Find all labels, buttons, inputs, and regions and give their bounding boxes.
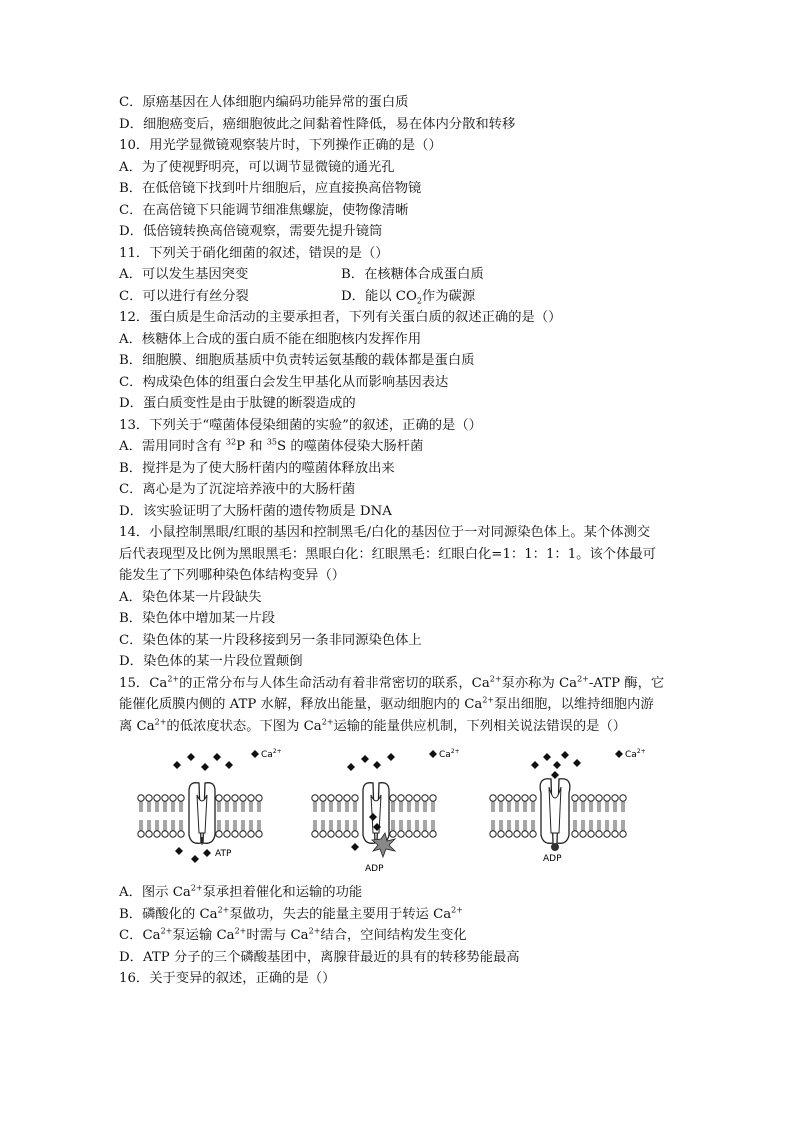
q15-stem-line-2: 能催化质膜内侧的 ATP 水解，释放出能量，驱动细胞内的 $Ca^{2+}$泵出细胞，以维持细胞内游 [119,695,654,712]
q11-option-a: A．可以发生基因突变 [119,267,249,282]
q15-option-c: C．$Ca^{2+}$泵运输 $Ca^{2+}$时需与 $Ca^{2+}$结合，空间结构发生变化 [119,926,467,943]
q13-option-c: C．离心是为了沉淀培养液中的大肠杆菌 [119,482,356,497]
q14-option-b: B．染色体中增加某一片段 [119,611,276,626]
q10-stem: 10．用光学显微镜观察装片时，下列操作正确的是（） [119,138,442,153]
panel-3 [490,748,646,864]
atp-label: ATP [215,849,232,859]
ca-pump-diagram [119,743,679,878]
q14-option-d: D．染色体的某一片段位置颠倒 [119,654,303,669]
q15-option-d: D．ATP 分子的三个磷酸基团中，离腺苷最近的具有的转移势能最高 [119,949,520,965]
svg-text:Ca2+: $Ca^{2+}$ [261,748,282,760]
q11-options-row-1 [119,264,679,286]
panel-1 [138,748,282,863]
q12-stem: 12．蛋白质是生命活动的主要承担者，下列有关蛋白质的叙述正确的是（） [119,310,562,325]
q12-option-d: D．蛋白质变性是由于肽键的断裂造成的 [119,396,356,411]
ca-legend-2 [429,748,460,760]
svg-text:Ca2+: $Ca^{2+}$ [625,748,646,760]
ca-ions [531,751,581,779]
q9-option-c: C．原癌基因在人体细胞内编码功能异常的蛋白质 [119,95,409,110]
adp-label-2: ADP [543,854,562,864]
q9-option-d: D．细胞癌变后，癌细胞彼此之间黏着性降低，易在体内分散和转移 [119,116,516,132]
q11-option-c: C．可以进行有丝分裂 [119,288,249,304]
q14-stem-line-1: 14．小鼠控制黑眼/红眼的基因和控制黑毛/白化的基因位于一对同源染色体上。某个体测交 [119,525,651,540]
q10-option-b: B．在低倍镜下找到叶片细胞后，应直接换高倍物镜 [119,181,422,196]
q14-option-a: A．染色体某一片段缺失 [119,589,262,605]
ca-legend-3 [615,748,646,760]
q10-option-c: C．在高倍镜下只能调节细准焦螺旋，使物像清晰 [119,202,409,218]
q14-stem-line-3: 能发生了下列哪种染色体结构变异（） [119,568,346,583]
q12-option-b: B．细胞膜、细胞质基质中负责转运氨基酸的载体都是蛋白质 [119,353,475,368]
adp-label-1: ADP [365,864,384,874]
q13-option-b: B．搅拌是为了使大肠杆菌内的噬菌体释放出来 [119,460,395,476]
q16-stem: 16．关于变异的叙述，正确的是（） [119,971,336,986]
q12-option-c: C．构成染色体的组蛋白会发生甲基化从而影响基因表达 [119,374,449,390]
q11-stem: 11．下列关于硝化细菌的叙述，错误的是（） [119,245,389,261]
panel-2 [312,748,460,874]
q10-option-d: D．低倍镜转换高倍镜观察，需要先提升镜筒 [119,224,383,239]
q13-stem: 13．下列关于“噬菌体侵染细菌的实验”的叙述，正确的是（） [119,417,482,433]
q11-options-row-2 [119,286,679,308]
q14-stem-line-2: 后代表现型及比例为黑眼黑毛：黑眼白化：红眼黑毛：红眼白化=1：1：1：1。该个体最可 [119,546,656,562]
q15-option-b: B．磷酸化的 $Ca^{2+}$泵做功，失去的能量主要用于转运 $Ca^{2+}$ [119,905,463,922]
q11-option-b: B．在核糖体合成蛋白质 [341,267,484,282]
exam-page [119,92,679,990]
q12-option-a: A．核糖体上合成的蛋白质不能在细胞核内发挥作用 [119,331,422,347]
q14-option-c: C．染色体的某一片段移接到另一条非同源染色体上 [119,632,422,648]
q15-stem-line-3: 离 $Ca^{2+}$的低浓度状态。下图为 $Ca^{2+}$运输的能量供应机制，下列相关说法错误的是（） [119,717,627,734]
q15-option-a: A．图示 $Ca^{2+}$泵承担着催化和运输的功能 [119,883,363,900]
q11-option-d: D．能以 $CO_2$作为碳源 [341,288,476,306]
q13-option-a: A．需用同时含有 $^{32}$P 和 $^{35}$S 的噬菌体侵染大肠杆菌 [119,437,424,454]
q10-option-a: A．为了使视野明亮，可以调节显微镜的通光孔 [119,159,395,175]
q13-option-d: D．该实验证明了大肠杆菌的遗传物质是 DNA [119,503,392,519]
svg-text:Ca2+: $Ca^{2+}$ [439,748,460,760]
q15-stem-line-1: 15．$Ca^{2+}$的正常分布与人体生命活动有着非常密切的联系，$Ca^{2+}$泵亦称为 $Ca^{2+}$-ATP 酶，它 [119,674,665,691]
ca-legend-1 [251,748,282,760]
ca-pump-figure [119,743,679,878]
